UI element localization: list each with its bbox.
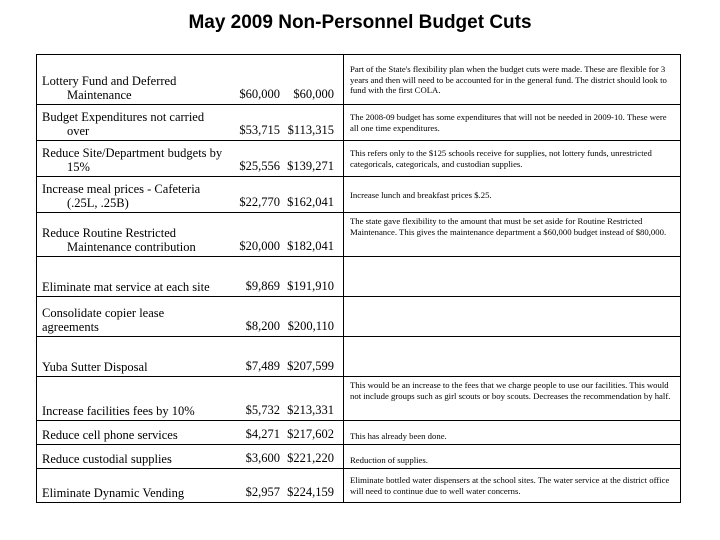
cut-description xyxy=(37,257,228,296)
budget-cuts-table xyxy=(36,54,681,503)
cut-description xyxy=(37,177,228,212)
cut-note xyxy=(343,297,680,336)
cut-note xyxy=(343,337,680,376)
cumulative-total: $162,041 xyxy=(287,195,334,209)
table-row xyxy=(37,177,680,213)
description-line-1: Reduce Routine Restricted xyxy=(42,226,176,240)
table-row xyxy=(37,297,680,337)
table-row xyxy=(37,105,680,141)
table-row xyxy=(37,421,680,445)
description-line-1: Increase meal prices - Cafeteria xyxy=(42,182,201,196)
description-line-2: (.25L, .25B) xyxy=(67,196,129,210)
cut-note: Eliminate bottled water dispensers at the school sites. The water service at the district office will need to continue due to well water concerns. xyxy=(343,469,680,502)
cut-amount: $2,957 xyxy=(245,485,280,499)
cut-description xyxy=(37,213,228,256)
table-row xyxy=(37,377,680,421)
table-row xyxy=(37,213,680,257)
cut-amount: $60,000 xyxy=(239,87,280,101)
table-row xyxy=(37,445,680,469)
table-row xyxy=(37,469,680,502)
cut-description xyxy=(37,469,228,502)
cut-description xyxy=(37,337,228,376)
cumulative-total: $207,599 xyxy=(287,359,334,373)
cut-description xyxy=(37,105,228,140)
cut-amount: $7,489 xyxy=(245,359,280,373)
cut-note: This has already been done. xyxy=(343,421,680,444)
cumulative-total: $221,220 xyxy=(287,451,334,465)
cut-amount: $53,715 xyxy=(239,123,280,137)
cumulative-total: $139,271 xyxy=(287,159,334,173)
cumulative-total: $224,159 xyxy=(287,485,334,499)
cut-note: Part of the State's flexibility plan when the budget cuts were made. These are flexible for 3 years and then will need to be accounted for in the general fund. The district should look to fund with the first COLA. xyxy=(343,55,680,104)
cut-description xyxy=(37,297,228,336)
description-line-2: 15% xyxy=(67,160,90,174)
cut-note: This refers only to the $125 schools receive for supplies, not lottery funds, unrestricted categoricals, categoricals, and custodian supplies. xyxy=(343,141,680,176)
description-line-1: Yuba Sutter Disposal xyxy=(42,360,148,374)
cut-note: Reduction of supplies. xyxy=(343,445,680,468)
cumulative-total: $191,910 xyxy=(287,279,334,293)
cut-description xyxy=(37,377,228,420)
cut-description xyxy=(37,141,228,176)
cut-description xyxy=(37,421,228,444)
cut-description xyxy=(37,445,228,468)
cut-note xyxy=(343,257,680,296)
description-line-1: Eliminate mat service at each site xyxy=(42,280,210,294)
page-title: May 2009 Non-Personnel Budget Cuts xyxy=(188,12,532,33)
cut-note: The 2008-09 budget has some expenditures that will not be needed in 2009-10. These were all one time expenditures. xyxy=(343,105,680,140)
description-line-1: Increase facilities fees by 10% xyxy=(42,404,195,418)
cut-amount: $25,556 xyxy=(239,159,280,173)
table-row xyxy=(37,337,680,377)
cumulative-total: $113,315 xyxy=(287,123,334,137)
cut-amount: $4,271 xyxy=(245,427,280,441)
table-row xyxy=(37,257,680,297)
cut-amount: $8,200 xyxy=(245,319,280,333)
cut-note: The state gave flexibility to the amount that must be set aside for Routine Restricted Maintenance. This gives the maintenance department a $60,000 budget instead of $80,000. xyxy=(343,213,680,256)
description-line-1: Eliminate Dynamic Vending xyxy=(42,486,185,500)
description-line-1: Reduce custodial supplies xyxy=(42,452,172,466)
description-line-1: Budget Expenditures not carried xyxy=(42,110,205,124)
cumulative-total: $182,041 xyxy=(287,239,334,253)
cut-amount: $22,770 xyxy=(239,195,280,209)
cumulative-total: $60,000 xyxy=(293,87,334,101)
description-line-1: Consolidate copier lease agreements xyxy=(42,306,165,334)
description-line-2: Maintenance contribution xyxy=(67,240,196,254)
cut-amount: $20,000 xyxy=(239,239,280,253)
description-line-1: Reduce Site/Department budgets by xyxy=(42,146,223,160)
table-row xyxy=(37,141,680,177)
cut-note: Increase lunch and breakfast prices $.25. xyxy=(343,177,680,212)
cut-amount: $5,732 xyxy=(245,403,280,417)
cut-amount: $9,869 xyxy=(245,279,280,293)
cumulative-total: $200,110 xyxy=(287,319,334,333)
cut-description xyxy=(37,55,228,104)
table-row xyxy=(37,55,680,105)
cumulative-total: $213,331 xyxy=(287,403,334,417)
cut-amount: $3,600 xyxy=(245,451,280,465)
description-line-1: Lottery Fund and Deferred xyxy=(42,74,177,88)
cumulative-total: $217,602 xyxy=(287,427,334,441)
description-line-1: Reduce cell phone services xyxy=(42,428,178,442)
cut-note: This would be an increase to the fees that we charge people to use our facilities. This would not include groups such as girl scouts or boy scouts. Decreases the recommendation by half. xyxy=(343,377,680,420)
description-line-2: Maintenance xyxy=(67,88,132,102)
description-line-2: over xyxy=(67,124,90,138)
